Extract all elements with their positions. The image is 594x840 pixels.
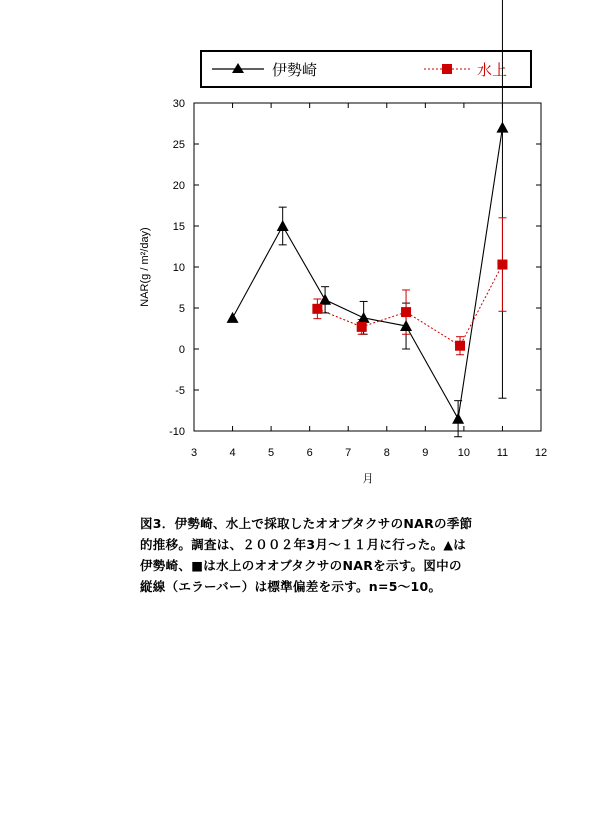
y-tick-label: 10 bbox=[172, 262, 185, 274]
legend-label-minakami: 水上 bbox=[477, 61, 508, 79]
square-marker bbox=[401, 307, 411, 317]
caption-line: 伊勢崎、■は水上のオオブタクサのNARを示す。図中の bbox=[140, 558, 462, 573]
y-axis-title: NAR(g / m²/day) bbox=[139, 227, 151, 307]
x-tick-label: 4 bbox=[229, 447, 236, 459]
x-tick-label: 5 bbox=[268, 447, 275, 459]
square-marker bbox=[497, 260, 507, 270]
x-tick-label: 10 bbox=[457, 447, 471, 459]
square-marker bbox=[312, 304, 322, 314]
figure-caption bbox=[140, 513, 540, 597]
y-tick-label: -10 bbox=[169, 426, 185, 438]
x-tick-label: 9 bbox=[422, 447, 429, 459]
error-bars bbox=[279, 0, 507, 437]
y-tick-label: 0 bbox=[178, 344, 185, 356]
caption-line: 図3．伊勢崎、水上で採取したオオブタクサのNARの季節 bbox=[140, 516, 473, 531]
x-tick-label: 11 bbox=[496, 447, 509, 459]
triangle-marker bbox=[227, 312, 239, 323]
y-tick-label: -5 bbox=[175, 385, 185, 397]
triangle-marker bbox=[452, 413, 464, 424]
y-tick-label: 15 bbox=[172, 221, 185, 233]
square-marker bbox=[455, 341, 465, 351]
triangle-marker bbox=[496, 122, 508, 133]
y-tick-label: 5 bbox=[178, 303, 185, 315]
caption-line: 的推移。調査は、２００２年3月～１１月に行った。▲は bbox=[140, 537, 467, 552]
legend-label-isesaki: 伊勢崎 bbox=[272, 61, 318, 79]
x-tick-label: 8 bbox=[383, 447, 390, 459]
triangle-marker bbox=[358, 312, 370, 323]
x-tick-label: 3 bbox=[190, 447, 198, 459]
x-tick-label: 7 bbox=[345, 447, 352, 459]
triangle-marker bbox=[277, 220, 289, 231]
square-marker bbox=[357, 322, 367, 332]
y-tick-label: 25 bbox=[172, 139, 185, 151]
caption-line: 縦線（エラーバー）は標準偏差を示す。n=5～10。 bbox=[140, 579, 442, 594]
axis-ticks bbox=[169, 98, 547, 459]
plot-frame bbox=[194, 103, 541, 431]
x-tick-label: 6 bbox=[306, 447, 313, 459]
x-axis-title: 月 bbox=[362, 473, 374, 485]
series-lines bbox=[233, 128, 503, 419]
data-markers bbox=[227, 122, 509, 424]
x-tick-label: 12 bbox=[534, 447, 548, 459]
y-tick-label: 20 bbox=[172, 180, 185, 192]
series-line-0 bbox=[233, 128, 503, 419]
y-tick-label: 30 bbox=[172, 98, 185, 110]
